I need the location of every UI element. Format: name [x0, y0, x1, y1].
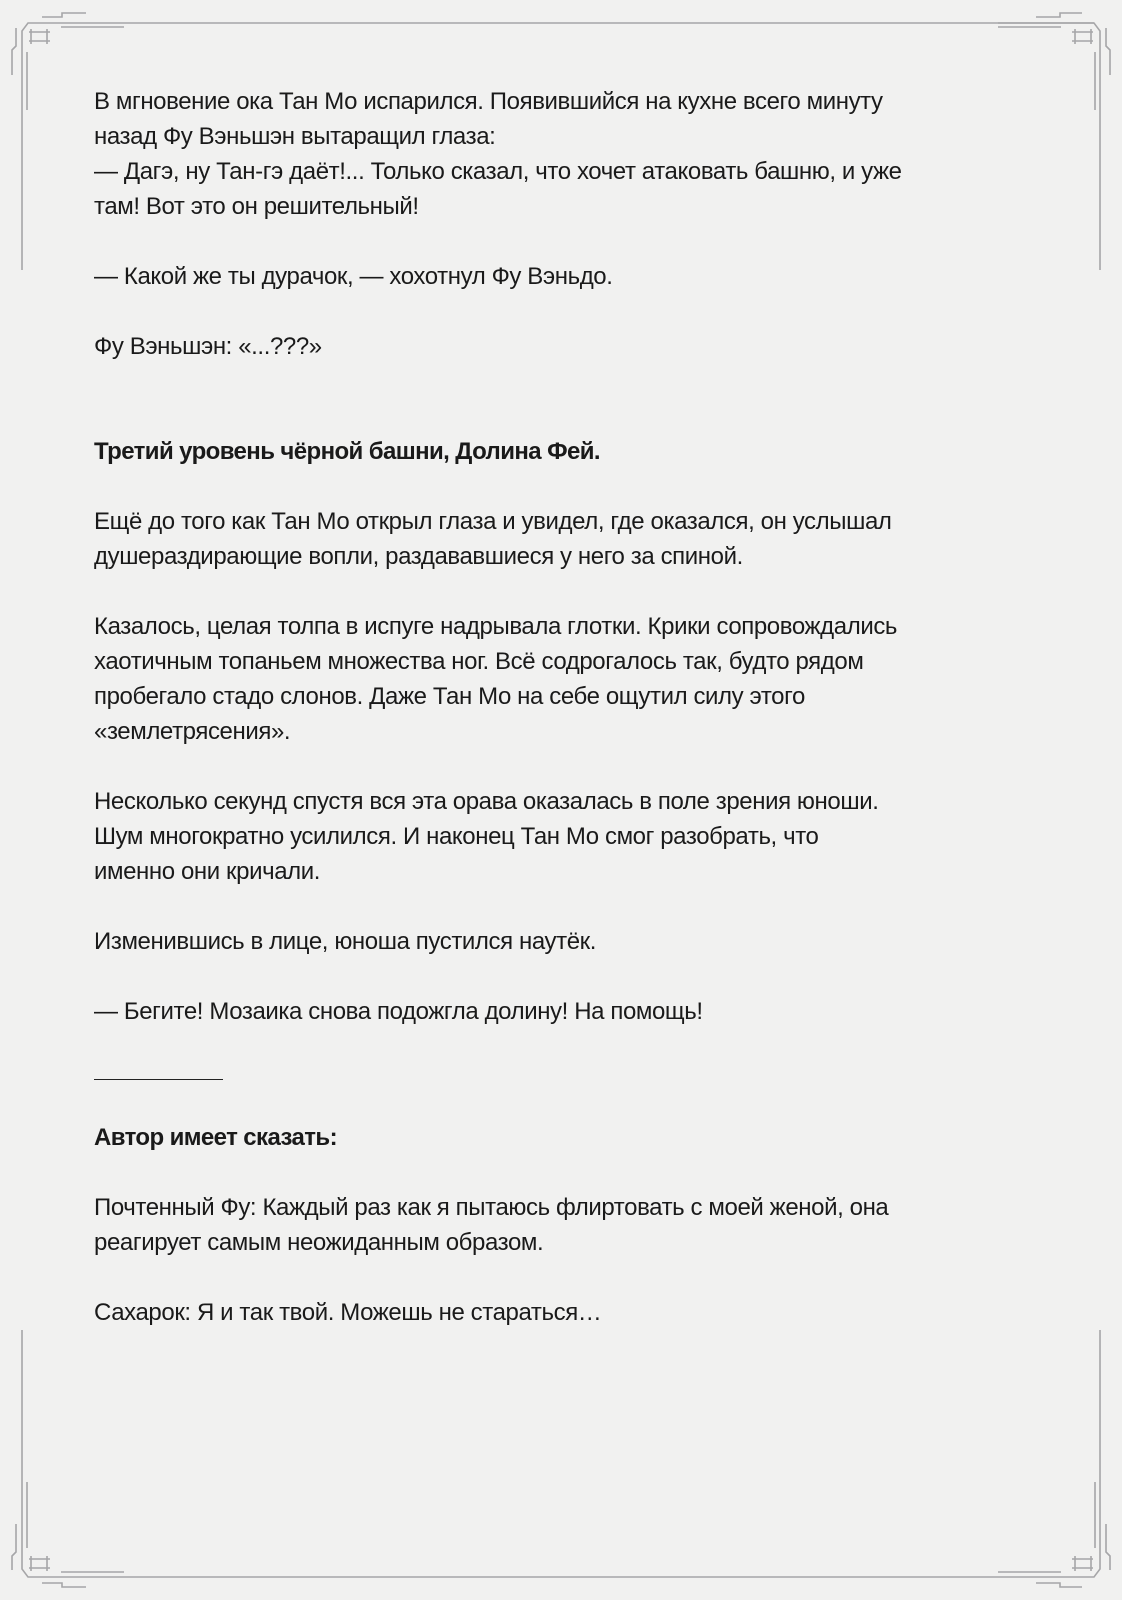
paragraph: Изменившись в лице, юноша пустился наутёк. [94, 928, 597, 955]
corner-ornament-top-right [998, 13, 1110, 270]
paragraph-line: хаотичным топаньем множества ног. Всё содрогалось так, будто рядом [94, 648, 864, 675]
paragraph-line: пробегало стадо слонов. Даже Тан Мо на себе ощутил силу этого [94, 683, 805, 710]
paragraph-line: Несколько секунд спустя вся эта орава оказалась в поле зрения юноши. [94, 788, 879, 815]
paragraph: Сахарок: Я и так твой. Можешь не стараться… [94, 1299, 602, 1326]
paragraph-line: Казалось, целая толпа в испуге надрывала глотки. Крики сопровождались [94, 613, 898, 640]
paragraph-line: там! Вот это он решительный! [94, 193, 419, 220]
corner-ornament-bottom-left [12, 1330, 1100, 1587]
paragraph: — Какой же ты дурачок, — хохотнул Фу Вэньдо. [94, 263, 613, 290]
paragraph-line: Ещё до того как Тан Мо открыл глаза и увидел, где оказался, он услышал [94, 508, 892, 535]
paragraph-line: реагирует самым неожиданным образом. [94, 1229, 544, 1256]
author-note-heading: Автор имеет сказать: [94, 1124, 337, 1151]
paragraph: — Бегите! Мозаика снова подожгла долину! На помощь! [94, 998, 703, 1025]
paragraph-line: В мгновение ока Тан Мо испарился. Появившийся на кухне всего минуту [94, 88, 883, 115]
paragraph-line: душераздирающие вопли, раздававшиеся у него за спиной. [94, 543, 743, 570]
paragraph-line: именно они кричали. [94, 858, 321, 885]
separator-line [94, 1079, 223, 1080]
paragraph-line: Почтенный Фу: Каждый раз как я пытаюсь флиртовать с моей женой, она [94, 1194, 889, 1221]
paragraph: Фу Вэньшэн: «...???» [94, 333, 322, 360]
paragraph-line: «землетрясения». [94, 718, 291, 745]
document-body [94, 84, 1014, 1330]
paragraph-line: — Дагэ, ну Тан-гэ даёт!... Только сказал, что хочет атаковать башню, и уже [94, 158, 902, 185]
corner-ornament-bottom-right [998, 1482, 1110, 1587]
section-heading: Третий уровень чёрной башни, Долина Фей. [94, 438, 600, 465]
paragraph-line: Шум многократно усилился. И наконец Тан Мо смог разобрать, что [94, 823, 819, 850]
paragraph-line: назад Фу Вэньшэн вытаращил глаза: [94, 123, 496, 150]
